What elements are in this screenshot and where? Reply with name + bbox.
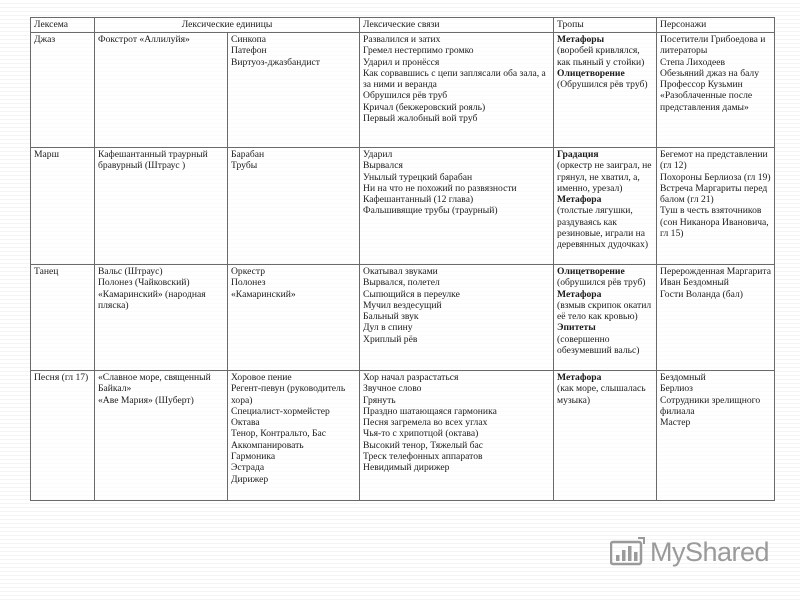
lexical-unit: «Камаринский» (народная пляска) [98,288,206,311]
lexical-units-cell [95,265,228,371]
lexeme-table [30,17,775,501]
character: Мастер [660,417,691,429]
lexical-links-cell [360,265,554,371]
lexical-unit: Регент-певун (руководитель хора) [231,383,346,406]
lexical-link: Праздно шатающаяся гармоника [363,405,497,417]
characters-cell [657,371,775,501]
lexical-units-cell [95,371,228,501]
lexical-unit: «Камаринский» [231,288,296,300]
lexical-link: Песня загремела во всех углах [363,417,488,429]
lexeme-label: Песня (гл 17) [34,372,89,383]
lexical-link: Ни на что не похожий по развязности [363,182,517,194]
lexical-units-cell [228,371,360,501]
header-lexeme: Лексема [31,18,95,33]
lexeme-label: Марш [34,149,59,160]
lexical-unit: Гармоника [231,451,276,463]
lexical-link: Сыпющийся в переулке [363,288,460,300]
trope-example: (обрушился рёв труб) [557,277,646,289]
lexical-link: Кафешантанный (12 глава) [363,194,474,206]
lexical-unit: «Славное море, священный Байкал» [98,372,211,395]
header-tropes: Тропы [554,18,657,33]
trope-name: Градация [557,149,599,160]
lexical-links-cell [360,148,554,265]
lexical-unit: «Аве Мария» (Шуберт) [98,394,194,406]
lexical-link: Первый жалобный вой труб [363,113,478,125]
characters-cell [657,265,775,371]
character: Профессор Кузьмин [660,79,743,91]
lexical-link: Дул в спину [363,322,413,334]
character: Бегемот на представлении (гл 12) [660,149,768,172]
lexical-unit: Полонез [231,277,266,289]
trope-name: Олицетворение [557,67,625,79]
lexical-unit: Барабан [231,149,265,160]
tropes-cell [554,33,657,148]
lexeme-cell [31,265,95,371]
character: Иван Бездомный [660,277,729,289]
myshared-logo-icon [610,535,646,569]
lexical-link: Унылый турецкий барабан [363,171,473,183]
lexical-link: Как сорвавшись с цепи заплясали оба зала, а за ними и веранда [363,67,546,91]
trope-name: Эпитеты [557,322,596,334]
lexical-units-cell [228,33,360,148]
lexical-unit: Трубы [231,160,258,172]
lexical-link: Хор начал разрастаться [363,372,459,383]
tropes-cell [554,265,657,371]
lexical-unit: Аккомпанировать [231,439,304,451]
trope-example: (совершенно обезумевший вальс) [557,333,640,357]
lexical-unit: Дирижер [231,473,269,485]
trope-example: (воробей кривлялся, как пьяный у стойки) [557,45,645,68]
character: «Разоблаченные после представления дамы» [660,90,753,113]
lexical-link: Хриплый рёв [363,333,418,345]
lexical-unit: Кафешантанный траурный бравурный (Штраус ) [98,149,208,172]
character: Бездомный [660,372,706,383]
lexical-unit: Синкопа [231,34,267,45]
character: Встреча Маргариты перед балом (гл 21) [660,182,768,206]
characters-cell [657,33,775,148]
lexical-link: Ударил и пронёсся [363,56,440,68]
lexical-unit: Полонез (Чайковский) [98,277,190,289]
characters-cell [657,148,775,265]
lexical-link: Вырвался, полетел [363,277,440,289]
lexical-unit: Эстрада [231,462,265,474]
lexical-link: Гремел нестерпимо громко [363,45,474,57]
lexical-link: Фальшивящие трубы (траурный) [363,205,498,217]
lexeme-cell [31,33,95,148]
lexeme-label: Джаз [34,34,56,45]
lexical-link: Чья-то с хрипотцой (октава) [363,428,479,440]
table-header-row [31,18,775,33]
trope-name: Метафора [557,372,602,383]
character: Сотрудники зрелищного филиала [660,394,761,417]
lexical-unit: Октава [231,417,260,429]
character: Туш в честь взяточников (сон Никанора Ивановича, гл 15) [660,205,769,240]
lexical-link: Звучное слово [363,383,422,395]
lexical-link: Развалился и затих [363,34,441,45]
character: Перерожденная Маргарита [660,266,771,277]
trope-example: (оркестр не заиграл, не грянул, не хватил, а, именно, урезал) [557,160,652,194]
lexical-link: Обрушился рёв труб [363,90,448,102]
myshared-watermark [610,535,769,569]
lexical-link: Бальный звук [363,311,419,323]
table-row [31,265,775,371]
watermark-text: MyShared [650,536,770,567]
lexical-unit: Фокстрот «Аллилуйя» [98,34,190,45]
lexical-units-cell [95,33,228,148]
character: Степа Лиходеев [660,56,726,68]
lexical-unit: Хоровое пение [231,372,292,383]
header-characters: Персонажи [657,18,775,33]
trope-name: Метафора [557,194,602,206]
trope-example: (как море, слышалась музыка) [557,383,646,406]
lexical-link: Окатывал звуками [363,266,438,277]
character: Посетители Грибоедова и литераторы [660,34,766,57]
lexical-link: Высокий тенор, Тяжелый бас [363,439,484,451]
tropes-cell [554,371,657,501]
trope-name: Олицетворение [557,266,625,277]
lexical-unit: Патефон [231,45,267,57]
table-row [31,371,775,501]
trope-example: (взмыв скрипок окатил её тело как кровью) [557,299,652,323]
lexical-link: Вырвался [363,160,403,172]
header-lexical-links: Лексические связи [360,18,554,33]
lexeme-cell [31,371,95,501]
trope-name: Метафоры [557,34,605,45]
lexical-unit: Оркестр [231,266,266,277]
trope-example: (толстые лягушки, раздуваясь как резиновые, играли на деревянных дудочках) [557,205,649,251]
lexical-link: Кричал (бекжеровский рояль) [363,101,486,113]
lexical-unit: Виртуоз-джазбандист [231,56,320,68]
lexeme-cell [31,148,95,265]
lexical-unit: Специалист-хормейстер [231,405,330,417]
trope-name: Метафора [557,288,602,300]
character: Обезьяний джаз на балу [660,67,760,79]
lexical-links-cell [360,33,554,148]
character: Гости Воланда (бал) [660,288,743,300]
lexical-units-cell [228,148,360,265]
table-row [31,148,775,265]
lexical-links-cell [360,371,554,501]
lexical-unit: Тенор, Контральто, Бас [231,428,327,440]
lexical-link: Невидимый дирижер [363,462,450,474]
tropes-cell [554,148,657,265]
character: Похороны Берлиоза (гл 19) [660,171,771,183]
trope-example: (Обрушился рёв труб) [557,79,648,91]
lexeme-label: Танец [34,266,59,277]
lexical-link: Треск телефонных аппаратов [363,451,483,463]
lexical-unit: Вальс (Штраус) [98,266,163,277]
lexical-link: Ударил [363,149,393,160]
lexical-units-cell [95,148,228,265]
character: Берлиоз [660,383,693,395]
lexical-link: Грянуть [363,394,396,406]
lexical-link: Мучил вездесущий [363,299,442,311]
table-row [31,33,775,148]
lexical-units-cell [228,265,360,371]
header-lexical-units: Лексические единицы [95,18,360,33]
